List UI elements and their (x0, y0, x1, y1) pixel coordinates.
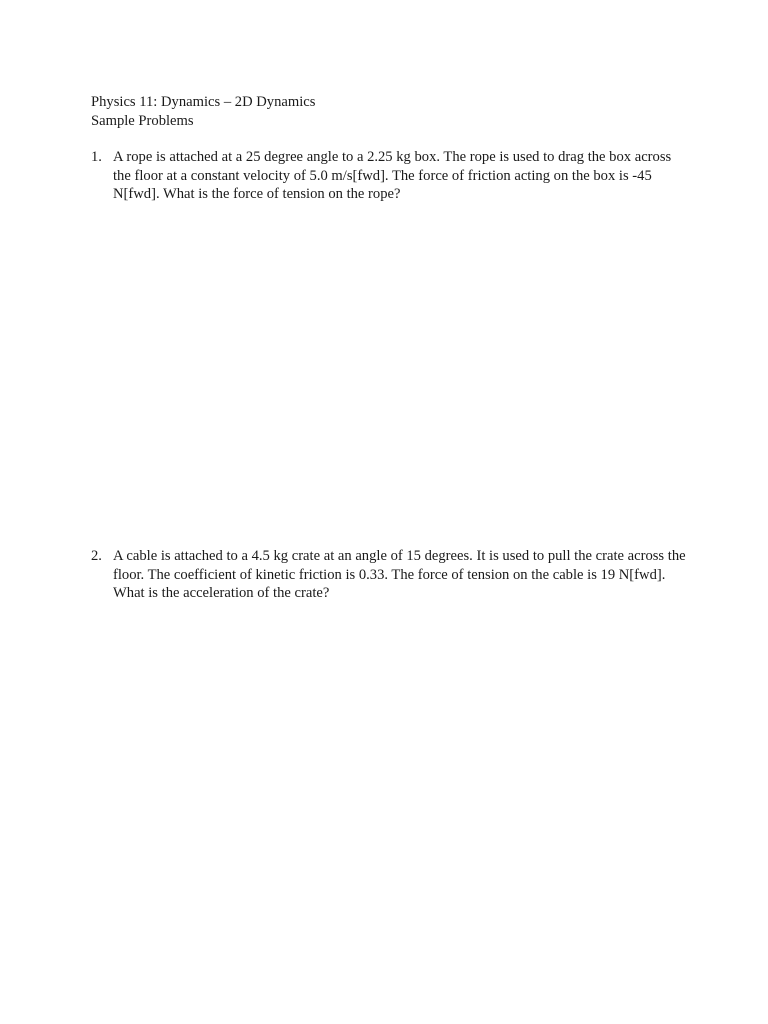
problem-number: 2. (91, 548, 102, 564)
problem-number: 1. (91, 149, 102, 165)
document-subtitle: Sample Problems (91, 112, 194, 129)
problem-item-1 (91, 148, 691, 204)
problem-text: A rope is attached at a 25 degree angle to a 2.25 kg box. The rope is used to drag the box across the floor at a constant velocity of 5.0 m/s[fwd]. The force of friction acting on the box is -45 N[fwd]. What is the force of tension on the rope? (113, 149, 672, 203)
document-title: Physics 11: Dynamics – 2D Dynamics (91, 94, 316, 110)
problem-text: A cable is attached to a 4.5 kg crate at an angle of 15 degrees. It is used to pull the crate across the floor. The coefficient of kinetic friction is 0.33. The force of tension on the cable is 19 N[fwd]. What is the acceleration of the crate? (113, 548, 686, 602)
problem-item-2 (91, 547, 691, 603)
document-header (91, 93, 315, 130)
